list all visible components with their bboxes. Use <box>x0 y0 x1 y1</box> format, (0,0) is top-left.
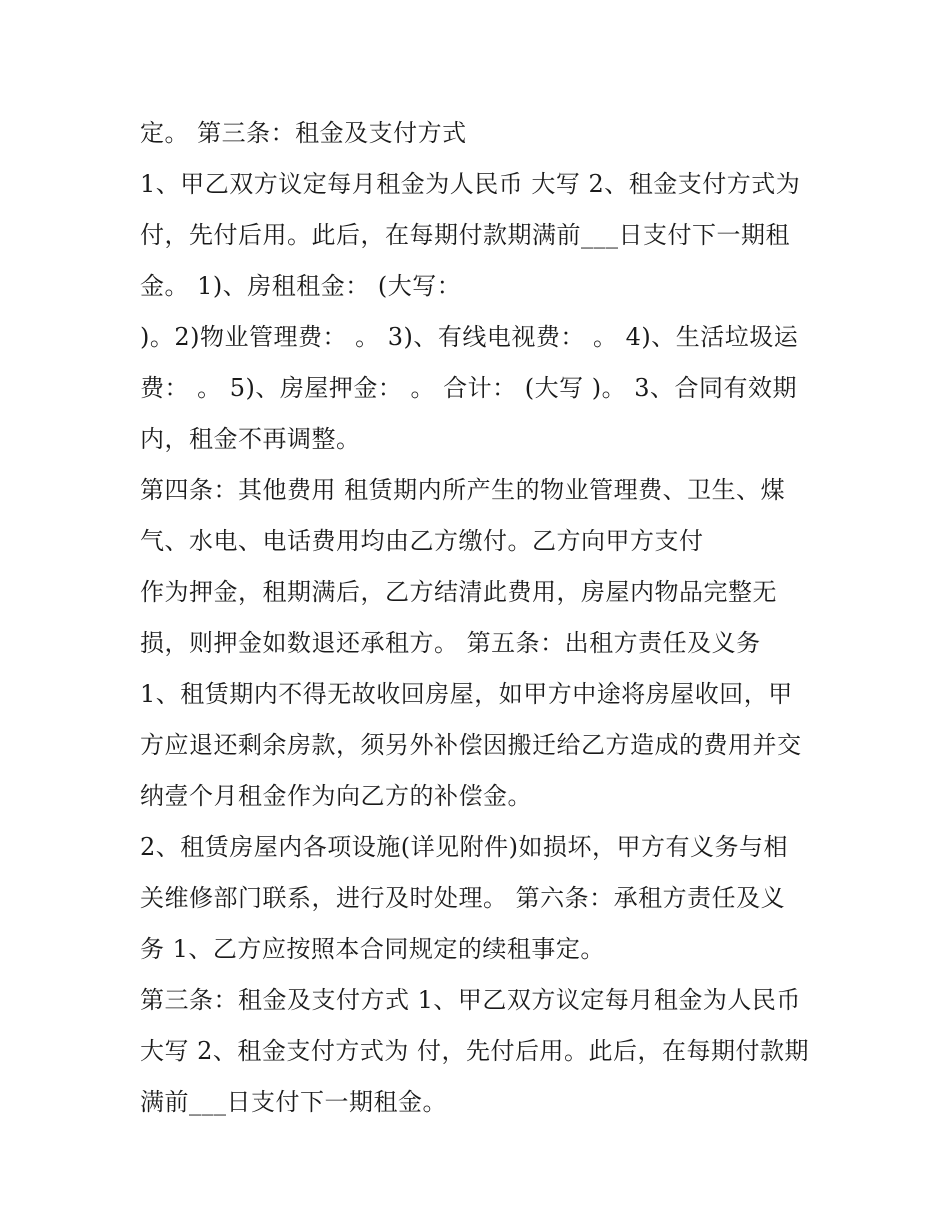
text-line: 纳壹个月租金作为向乙方的补偿金。 <box>140 782 532 810</box>
text-line: 第四条：其他费用 租赁期内所产生的物业管理费、卫生、煤 <box>140 476 786 504</box>
text-line: 方应退还剩余房款，须另外补偿因搬迁给乙方造成的费用并交 <box>140 731 802 759</box>
text-line: 气、水电、电话费用均由乙方缴付。乙方向甲方支付 <box>140 527 704 555</box>
text-line: 大写 2、租金支付方式为 付，先付后用。此后，在每期付款期 <box>140 1037 810 1065</box>
text-line: 损，则押金如数退还承租方。 第五条：出租方责任及义务 <box>140 629 761 657</box>
text-line: 满前___日支付下一期租金。 <box>140 1088 447 1116</box>
text-line: 作为押金，租期满后，乙方结清此费用，房屋内物品完整无 <box>140 578 777 606</box>
text-line: 1、租赁期内不得无故收回房屋，如甲方中途将房屋收回，甲 <box>140 680 793 708</box>
text-line: 第三条：租金及支付方式 1、甲乙双方议定每月租金为人民币 <box>140 986 801 1014</box>
text-line: 务 1、乙方应按照本合同规定的续租事定。 <box>140 935 605 963</box>
text-line: 关维修部门联系，进行及时处理。 第六条：承租方责任及义 <box>140 884 786 912</box>
text-line: 付，先付后用。此后，在每期付款期满前___日支付下一期租 <box>140 221 790 249</box>
text-line: 1、甲乙双方议定每月租金为人民币 大写 2、租金支付方式为 <box>140 170 801 198</box>
text-line: )。2)物业管理费： 。 3)、有线电视费： 。 4)、生活垃圾运 <box>140 323 799 351</box>
text-line: 金。 1)、房租租金： (大写： <box>140 272 462 300</box>
text-line: 内，租金不再调整。 <box>140 425 361 453</box>
text-line: 2、租赁房屋内各项设施(详见附件)如损坏，甲方有义务与相 <box>140 833 788 861</box>
text-line: 费： 。 5)、房屋押金： 。 合计： (大写 )。 3、合同有效期 <box>140 374 798 402</box>
text-line: 定。 第三条：租金及支付方式 <box>140 119 467 147</box>
